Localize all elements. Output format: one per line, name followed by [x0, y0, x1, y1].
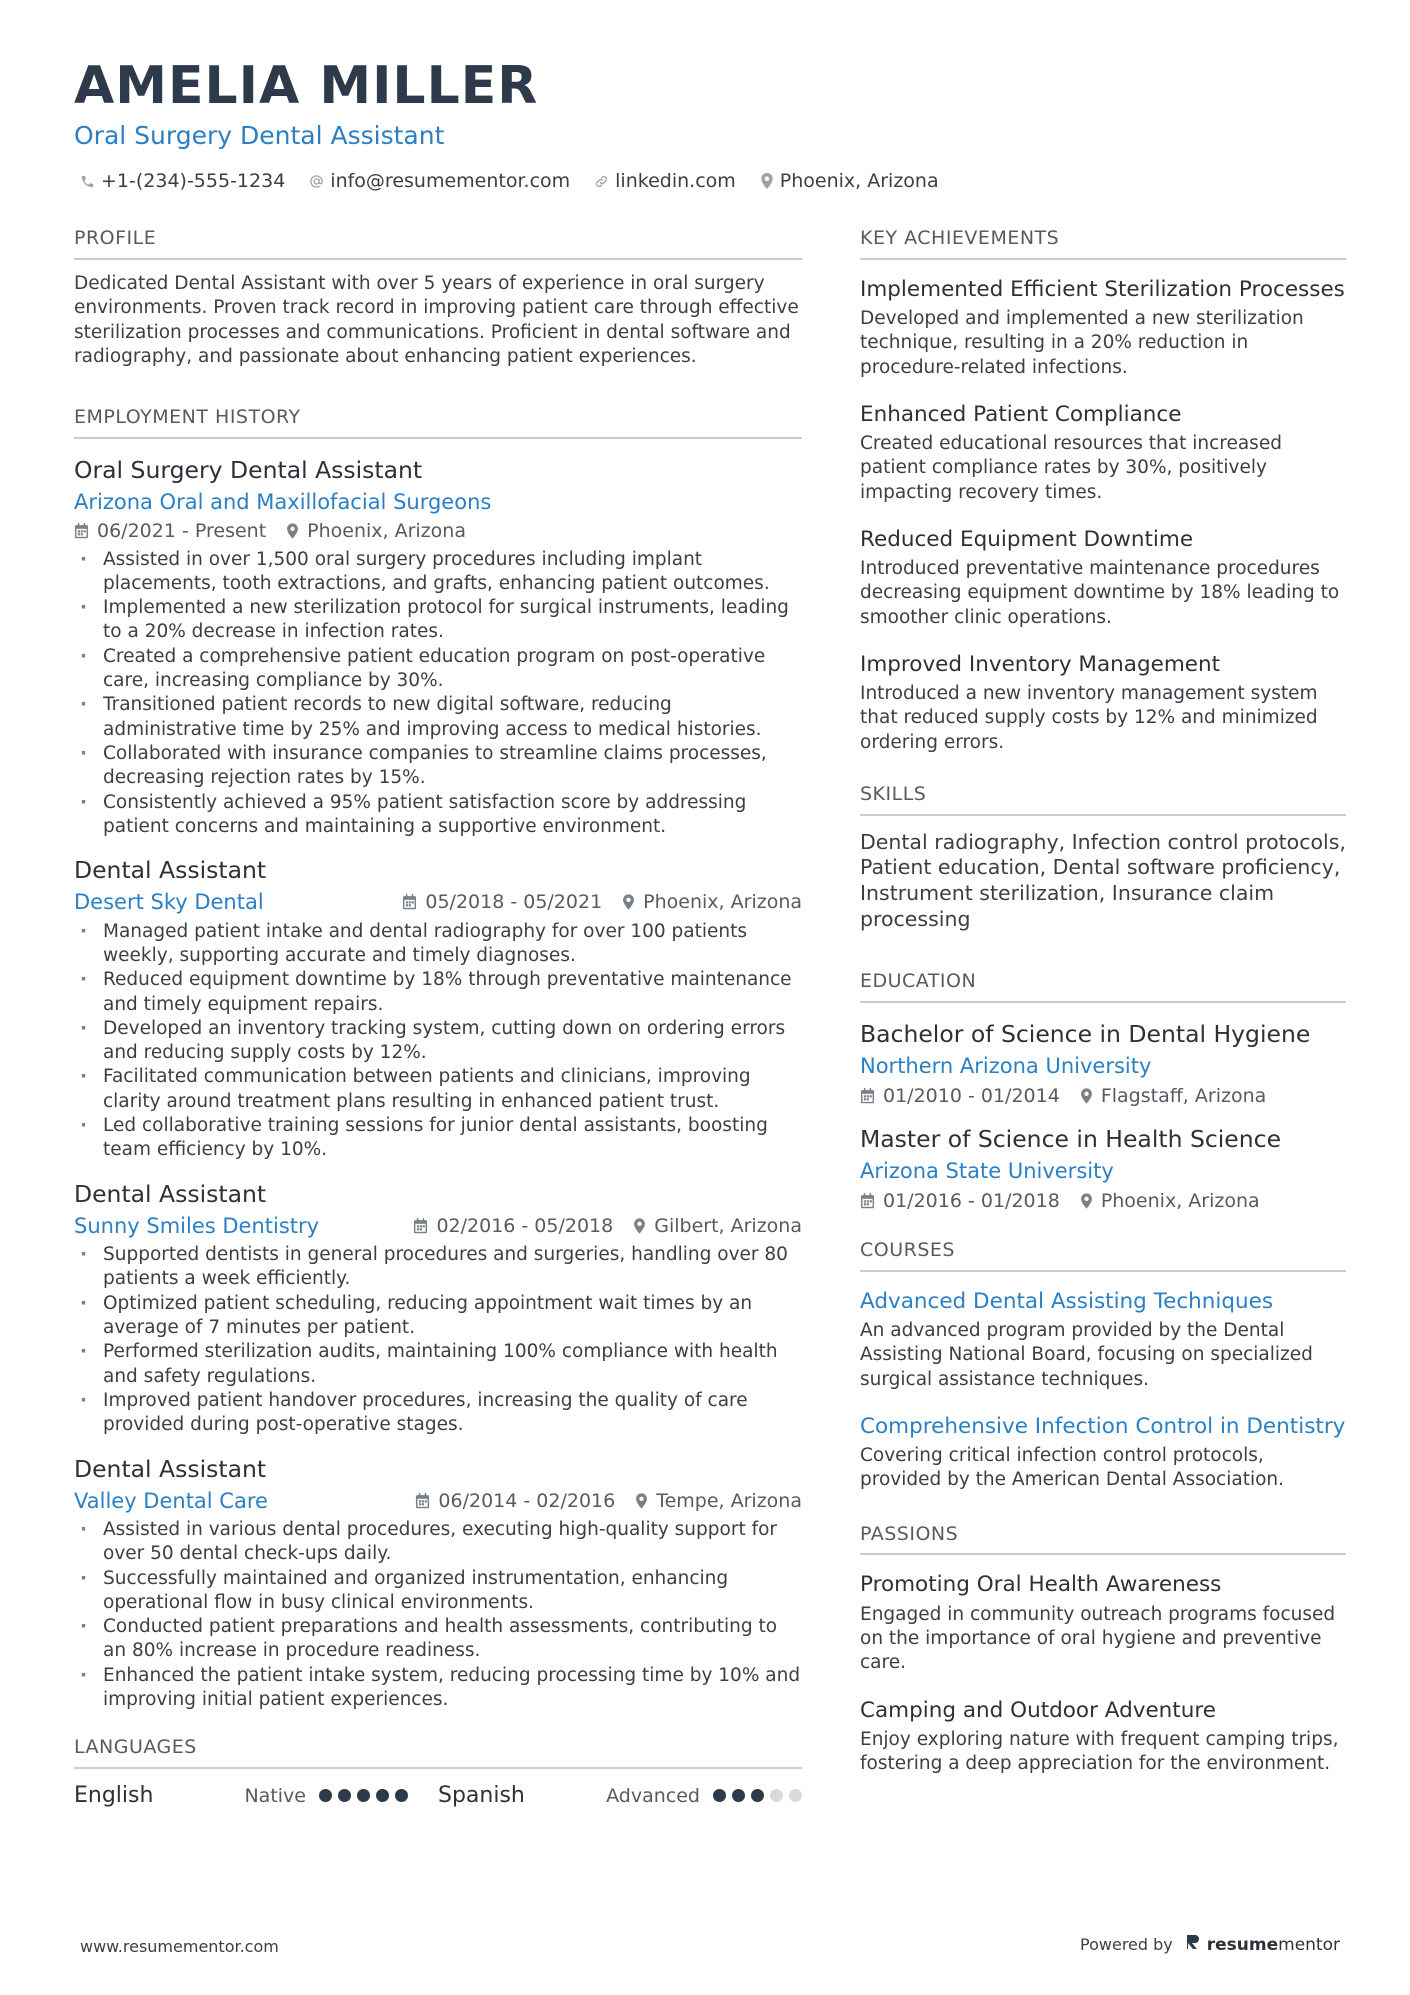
achievement-title: Enhanced Patient Compliance	[860, 401, 1182, 427]
phone-text: +1-(234)-555-1234	[101, 170, 286, 192]
rating-dot-filled	[395, 1789, 408, 1802]
job-company: Sunny Smiles Dentistry	[74, 1213, 320, 1238]
calendar-icon	[413, 1218, 428, 1234]
achievement-item	[860, 649, 1346, 755]
map-pin-icon	[760, 173, 774, 189]
achievement-text: Introduced preventative maintenance procedures decreasing equipment downtime by 18% leading to smoother clinic operations.	[860, 558, 1340, 628]
job-bullet: · Improved patient handover procedures, increasing the quality of care provided during post-operative stages.	[74, 1389, 802, 1438]
achievement-text: Introduced a new inventory management system that reduced supply costs by 12% and minimized ordering errors.	[860, 683, 1318, 753]
job-bullets	[74, 1243, 802, 1437]
education-dates-text: 01/2016 - 01/2018	[883, 1189, 1060, 1212]
job-company: Desert Sky Dental	[74, 890, 264, 915]
job-bullet: · Implemented a new sterilization protocol for surgical instruments, leading to a 20% decrease in infection rates.	[74, 596, 802, 645]
language-item	[74, 1783, 438, 1808]
education-item	[860, 1017, 1346, 1110]
job-bullets	[74, 548, 802, 840]
job-title: Dental Assistant	[74, 1454, 267, 1483]
job-bullet: · Enhanced the patient intake system, reducing processing time by 10% and improving initial patient experiences.	[74, 1664, 802, 1713]
contact-phone	[80, 170, 285, 192]
course-title[interactable]: Advanced Dental Assisting Techniques	[860, 1288, 1274, 1314]
footer-website[interactable]: www.resumementor.com	[80, 1937, 279, 1956]
job-dates-text: 06/2014 - 02/2016	[438, 1489, 616, 1512]
calendar-icon	[860, 1193, 875, 1209]
job-entry	[74, 853, 802, 1162]
education-meta	[860, 1187, 1346, 1216]
map-pin-icon	[633, 1218, 646, 1234]
education-school: Arizona State University	[860, 1159, 1114, 1184]
passion-title: Promoting Oral Health Awareness	[860, 1572, 1222, 1598]
job-bullet: · Led collaborative training sessions for junior dental assistants, boosting team efficiency by 10%.	[74, 1114, 802, 1163]
course-item	[860, 1411, 1346, 1493]
education-item	[860, 1122, 1346, 1215]
course-title[interactable]: Comprehensive Infection Control in Dentistry	[860, 1413, 1346, 1439]
language-level: Advanced	[606, 1784, 700, 1807]
job-bullet: · Conducted patient preparations and health assessments, contributing to an 80% increase in procedure readiness.	[74, 1615, 802, 1664]
passion-text: Engaged in community outreach programs focused on the importance of oral hygiene and preventive care.	[860, 1603, 1336, 1674]
skills-text: Dental radiography, Infection control protocols, Patient education, Dental software proficiency, Instrument sterilization, Insurance claim processing	[860, 829, 1346, 931]
job-company-row	[74, 1211, 802, 1241]
brand-bold: resume	[1206, 1934, 1279, 1955]
job-location-text: Gilbert, Arizona	[654, 1214, 802, 1237]
education-degree: Bachelor of Science in Dental Hygiene	[860, 1020, 1311, 1049]
education-location	[1080, 1187, 1260, 1216]
job-bullet: · Reduced equipment downtime by 18% through preventative maintenance and timely equipment repairs.	[74, 968, 802, 1017]
achievement-text: Created educational resources that increased patient compliance rates by 30%, positively impacting recovery times.	[860, 433, 1282, 503]
job-meta	[415, 1487, 802, 1516]
job-entry	[74, 1177, 802, 1438]
job-bullet: · Assisted in various dental procedures, executing high-quality support for over 50 dental check-ups daily.	[74, 1518, 802, 1567]
job-company: Arizona Oral and Maxillofacial Surgeons	[74, 489, 492, 514]
brand-mark-icon	[1185, 1933, 1201, 1956]
job-meta	[413, 1212, 802, 1241]
section-title-languages: LANGUAGES	[74, 1736, 802, 1769]
passions-section	[860, 1523, 1346, 1777]
map-pin-icon	[286, 523, 299, 539]
job-bullets	[74, 920, 802, 1163]
job-bullet: · Developed an inventory tracking system, cutting down on ordering errors and reducing supply costs by 12%.	[74, 1017, 802, 1066]
job-entry	[74, 453, 802, 840]
calendar-icon	[860, 1088, 875, 1104]
job-location	[635, 1487, 802, 1516]
job-dates	[413, 1212, 613, 1241]
education-location	[1080, 1082, 1266, 1111]
right-column	[860, 227, 1346, 1795]
education-section	[860, 970, 1346, 1215]
education-location-text: Phoenix, Arizona	[1100, 1189, 1260, 1212]
job-location-text: Phoenix, Arizona	[643, 891, 802, 914]
education-meta	[860, 1082, 1346, 1111]
education-dates-text: 01/2010 - 01/2014	[883, 1084, 1060, 1107]
achievement-item	[860, 399, 1346, 505]
job-bullet: · Created a comprehensive patient education program on post-operative care, increasing compliance by 30%.	[74, 645, 802, 694]
language-name: Spanish	[438, 1783, 525, 1809]
contact-linkedin[interactable]	[594, 170, 736, 192]
job-dates-text: 05/2018 - 05/2021	[425, 891, 603, 914]
profile-section	[74, 227, 802, 370]
job-bullet: · Facilitated communication between patients and clinicians, improving clarity around treatment plans resulting in enhanced patient trust.	[74, 1065, 802, 1114]
job-entry	[74, 1452, 802, 1713]
job-bullet: · Successfully maintained and organized instrumentation, enhancing operational flow in busy clinical environments.	[74, 1567, 802, 1616]
map-pin-icon	[635, 1493, 648, 1509]
job-dates	[402, 888, 602, 917]
skills-section	[860, 783, 1346, 932]
passion-item	[860, 1695, 1346, 1777]
employment-section	[74, 406, 802, 1713]
job-dates-text: 06/2021 - Present	[97, 520, 267, 543]
rating-dot-filled	[376, 1789, 389, 1802]
map-pin-icon	[622, 894, 635, 910]
calendar-icon	[402, 894, 417, 910]
section-title-achievements: KEY ACHIEVEMENTS	[860, 227, 1346, 260]
job-bullets	[74, 1518, 802, 1712]
email-link[interactable]: info@resumementor.com	[330, 170, 571, 192]
contact-bar	[80, 170, 939, 192]
at-icon	[309, 174, 324, 189]
passion-text: Enjoy exploring nature with frequent camping trips, fostering a deep appreciation for the environment.	[860, 1728, 1339, 1774]
section-title-employment: EMPLOYMENT HISTORY	[74, 406, 802, 439]
job-bullet: · Optimized patient scheduling, reducing appointment wait times by an average of 7 minutes per patient.	[74, 1292, 802, 1341]
achievement-text: Developed and implemented a new sterilization technique, resulting in a 20% reduction in procedure-related infections.	[860, 307, 1304, 378]
education-dates	[860, 1082, 1060, 1111]
achievement-title: Improved Inventory Management	[860, 651, 1221, 677]
achievement-item	[860, 274, 1346, 380]
job-company-row	[74, 1486, 802, 1516]
job-bullet: · Managed patient intake and dental radiography for over 100 patients weekly, supporting accurate and timely diagnoses.	[74, 920, 802, 969]
job-location	[286, 517, 466, 546]
achievement-title: Implemented Efficient Sterilization Processes	[860, 276, 1345, 302]
link-icon	[594, 174, 609, 189]
job-meta	[74, 517, 802, 546]
achievement-title: Reduced Equipment Downtime	[860, 526, 1194, 552]
section-title-passions: PASSIONS	[860, 1523, 1346, 1556]
language-rating	[244, 1785, 408, 1807]
education-location-text: Flagstaff, Arizona	[1100, 1084, 1267, 1107]
courses-section	[860, 1239, 1346, 1493]
brand-rest: mentor	[1278, 1934, 1340, 1955]
candidate-name: AMELIA MILLER	[74, 56, 539, 116]
job-location	[622, 888, 802, 917]
brand-logo[interactable]	[1185, 1933, 1340, 1956]
left-column	[74, 227, 802, 1808]
section-title-education: EDUCATION	[860, 970, 1346, 1003]
language-item	[438, 1783, 802, 1808]
job-company-row	[74, 887, 802, 917]
job-bullet: · Collaborated with insurance companies to streamline claims processes, decreasing rejection rates by 15%.	[74, 742, 802, 791]
job-dates	[74, 517, 266, 546]
job-dates	[415, 1487, 615, 1516]
job-location-text: Tempe, Arizona	[656, 1489, 802, 1512]
section-title-courses: COURSES	[860, 1239, 1346, 1272]
languages-row	[74, 1783, 802, 1808]
job-bullet: · Supported dentists in general procedures and surgeries, handling over 80 patients a week efficiently.	[74, 1243, 802, 1292]
job-bullet: · Transitioned patient records to new digital software, reducing administrative time by 25% and improving access to medical histories.	[74, 693, 802, 742]
passion-title: Camping and Outdoor Adventure	[860, 1697, 1216, 1723]
achievement-item	[860, 524, 1346, 630]
education-school: Northern Arizona University	[860, 1054, 1152, 1079]
job-bullet: · Assisted in over 1,500 oral surgery procedures including implant placements, tooth extractions, and grafts, enhancing patient outcomes.	[74, 548, 802, 597]
rating-dot-filled	[751, 1789, 764, 1802]
powered-by-label: Powered by	[1080, 1935, 1173, 1954]
calendar-icon	[74, 523, 89, 539]
languages-section	[74, 1736, 802, 1808]
rating-dot-filled	[713, 1789, 726, 1802]
job-title: Dental Assistant	[74, 1179, 267, 1208]
job-location-text: Phoenix, Arizona	[307, 520, 466, 543]
job-meta	[402, 888, 802, 917]
course-text: An advanced program provided by the Dental Assisting National Board, focusing on specialized surgical assistance techniques.	[860, 1319, 1313, 1390]
section-title-profile: PROFILE	[74, 227, 802, 260]
rating-dot-empty	[789, 1789, 802, 1802]
phone-icon	[80, 174, 95, 189]
contact-location	[760, 170, 939, 192]
language-name: English	[74, 1783, 154, 1809]
job-bullet: · Consistently achieved a 95% patient satisfaction score by addressing patient concerns and maintaining a supportive environment.	[74, 791, 802, 840]
job-dates-text: 02/2016 - 05/2018	[436, 1214, 614, 1237]
rating-dot-filled	[338, 1789, 351, 1802]
contact-email[interactable]	[309, 170, 570, 192]
job-company: Valley Dental Care	[74, 1488, 268, 1513]
rating-dot-filled	[357, 1789, 370, 1802]
footer-powered	[1080, 1933, 1340, 1956]
course-item	[860, 1286, 1346, 1392]
language-rating	[606, 1785, 802, 1807]
education-dates	[860, 1187, 1060, 1216]
map-pin-icon	[1080, 1088, 1093, 1104]
calendar-icon	[415, 1493, 430, 1509]
language-level: Native	[244, 1784, 306, 1807]
job-location	[633, 1212, 802, 1241]
rating-dot-filled	[732, 1789, 745, 1802]
section-title-skills: SKILLS	[860, 783, 1346, 816]
education-degree: Master of Science in Health Science	[860, 1125, 1282, 1154]
linkedin-link[interactable]: linkedin.com	[615, 170, 736, 192]
profile-text: Dedicated Dental Assistant with over 5 years of experience in oral surgery environments. Proven track record in improving patient care through effective sterilization processes and communications. Proficient in dental software and radiography, and passionate about enhancing patient experiences.	[74, 272, 799, 368]
language-dots	[713, 1789, 802, 1802]
achievements-section	[860, 227, 1346, 755]
job-title: Dental Assistant	[74, 856, 267, 885]
location-text: Phoenix, Arizona	[779, 170, 939, 192]
job-bullet: · Performed sterilization audits, maintaining 100% compliance with health and safety regulations.	[74, 1340, 802, 1389]
job-title: Oral Surgery Dental Assistant	[74, 455, 423, 484]
map-pin-icon	[1080, 1193, 1093, 1209]
language-dots	[319, 1789, 408, 1802]
rating-dot-filled	[319, 1789, 332, 1802]
rating-dot-empty	[770, 1789, 783, 1802]
passion-item	[860, 1569, 1346, 1675]
candidate-role: Oral Surgery Dental Assistant	[74, 121, 445, 150]
course-text: Covering critical infection control protocols, provided by the American Dental Association.	[860, 1445, 1285, 1491]
